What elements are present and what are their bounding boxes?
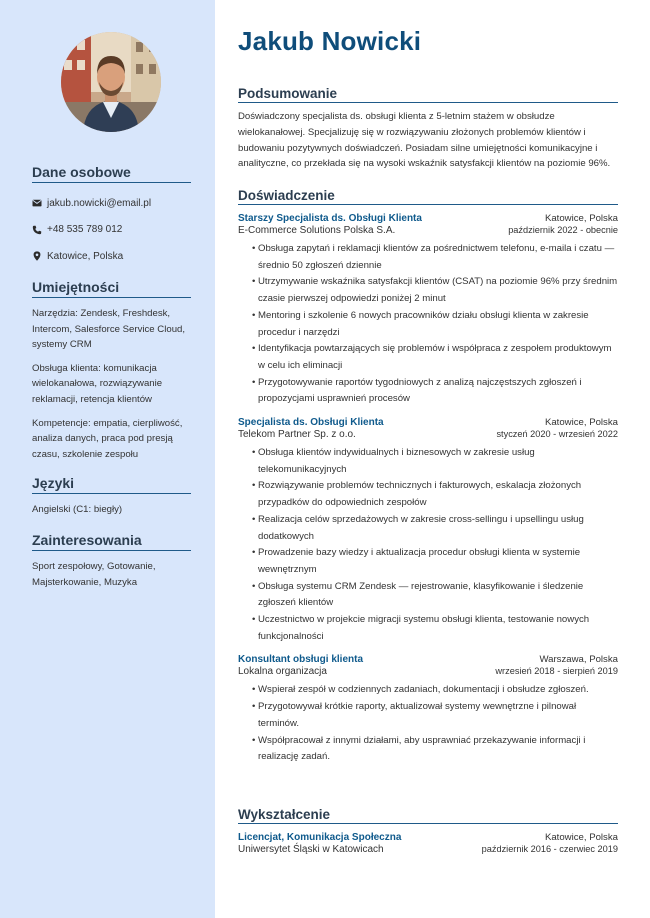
email-row <box>32 196 191 210</box>
job-entry <box>238 654 618 766</box>
personal-section <box>32 164 191 276</box>
education-title: Wykształcenie <box>238 807 618 824</box>
mail-icon <box>32 198 42 208</box>
skills-item: Obsługa klienta: komunikacja wielokanałowa, rozwiązywanie reklamacji, retencja klientów <box>32 362 163 405</box>
skills-section <box>32 279 191 470</box>
job-company: Lokalna organizacja <box>238 666 327 678</box>
education-degree: Licencjat, Komunikacja Społeczna <box>238 832 402 843</box>
education-location: Katowice, Polska <box>544 832 618 843</box>
interests-title: Zainteresowania <box>32 532 191 551</box>
job-bullet: • Obsługa zapytań i reklamacji klientów za pośrednictwem telefonu, e-maila i czatu — średnio 50 zgłoszeń dziennie <box>253 241 618 274</box>
job-bullet: • Identyfikacja powtarzających się problemów i współpraca z zespołem produktowym w celu ich eliminacji <box>253 341 618 374</box>
map-pin-icon <box>32 251 42 261</box>
email-text[interactable]: jakub.nowicki@email.pl <box>47 197 152 209</box>
job-bullet: • Utrzymywanie wskaźnika satysfakcji klientów (CSAT) na poziomie 96% przy średnim czasie pierwszej odpowiedzi poniżej 2 minut <box>253 274 618 307</box>
skills-title: Umiejętności <box>32 279 191 298</box>
job-bullet: • Obsługa klientów indywidualnych i biznesowych w zakresie usług telekomunikacyjnych <box>253 445 618 478</box>
avatar <box>61 32 161 132</box>
job-bullets <box>238 682 618 766</box>
candidate-name: Jakub Nowicki <box>238 26 422 56</box>
education-school: Uniwersytet Śląski w Katowicach <box>238 844 384 855</box>
job-bullet: • Realizacja celów sprzedażowych w zakresie cross-sellingu i upsellingu usług dodatkowych <box>253 512 618 545</box>
skills-item: Narzędzia: Zendesk, Freshdesk, Intercom, Salesforce Service Cloud, systemy CRM <box>32 308 186 351</box>
education-entry <box>238 832 618 855</box>
job-bullets <box>238 241 618 408</box>
summary-text: Doświadczony specjalista ds. obsługi klienta z 5-letnim stażem w obsłudze wielokanałowej. Specjalizuję się w rozwiązywaniu złożonych problemów klientów i budowaniu pozytywnych doświadczeń. Posiadam silne umiejętności komunikacyjne i analityczne, co przekłada się na wysoki wskaźnik satysfakcji klientów na poziomie 96%. <box>238 111 611 170</box>
job-bullet: • Rozwiązywanie problemów technicznych i fakturowych, eskalacja złożonych przypadków do odpowiednich zespołów <box>253 478 618 511</box>
interests-section <box>32 532 191 598</box>
education-section <box>238 807 618 855</box>
phone-text: +48 535 789 012 <box>47 224 123 235</box>
job-company: E-Commerce Solutions Polska S.A. <box>238 225 396 236</box>
job-company: Telekom Partner Sp. z o.o. <box>238 429 356 441</box>
job-location: Warszawa, Polska <box>539 654 618 666</box>
job-bullet: • Współpracował z innymi działami, aby usprawniać przekazywanie informacji i realizację zadań. <box>253 733 618 766</box>
summary-title: Podsumowanie <box>238 86 618 103</box>
personal-title: Dane osobowe <box>32 164 191 183</box>
job-entry <box>238 417 618 645</box>
location-row <box>32 249 191 263</box>
job-bullet: • Przygotowywanie raportów tygodniowych z analizą najczęstszych zgłoszeń i propozycjami usprawnień procesów <box>253 375 618 408</box>
job-location: Katowice, Polska <box>544 417 618 429</box>
job-dates: wrzesień 2018 - sierpień 2019 <box>495 666 618 677</box>
job-role: Specjalista ds. Obsługi Klienta <box>238 417 384 429</box>
languages-section <box>32 475 191 526</box>
summary-section <box>238 86 618 172</box>
education-dates: październik 2016 - czerwiec 2019 <box>481 844 618 854</box>
phone-icon <box>32 225 42 235</box>
job-entry <box>238 213 618 408</box>
job-bullets <box>238 445 618 645</box>
sidebar <box>0 0 215 918</box>
job-role: Starszy Specjalista ds. Obsługi Klienta <box>238 213 422 224</box>
phone-row <box>32 223 191 237</box>
languages-text: Angielski (C1: biegły) <box>32 504 123 515</box>
job-bullet: • Mentoring i szkolenie 6 nowych pracowników działu obsługi klienta w zakresie procedur i narzędzi <box>253 308 618 341</box>
interests-text: Sport zespołowy, Gotowanie, Majsterkowanie, Muzyka <box>32 561 156 588</box>
job-role: Konsultant obsługi klienta <box>238 654 364 666</box>
job-bullet: • Uczestnictwo w projekcie migracji systemu obsługi klienta, testowanie nowych funkcjonalności <box>253 612 618 645</box>
job-bullet: • Obsługa systemu CRM Zendesk — rejestrowanie, klasyfikowanie i śledzenie zgłoszeń klientów <box>253 579 618 612</box>
location-text: Katowice, Polska <box>47 250 124 262</box>
job-dates: październik 2022 - obecnie <box>508 225 618 235</box>
job-location: Katowice, Polska <box>544 213 618 224</box>
job-bullet: • Przygotowywał krótkie raporty, aktualizował systemy wewnętrzne i pilnował terminów. <box>253 699 618 732</box>
experience-title: Doświadczenie <box>238 188 618 205</box>
job-dates: styczeń 2020 - wrzesień 2022 <box>496 429 618 440</box>
experience-section <box>238 188 618 766</box>
job-bullet: • Wspierał zespół w codziennych zadaniach, dokumentacji i obsłudze zgłoszeń. <box>253 682 618 699</box>
languages-title: Języki <box>32 475 191 494</box>
job-bullet: • Prowadzenie bazy wiedzy i aktualizacja procedur obsługi klienta w systemie wewnętrznym <box>253 545 618 578</box>
skills-item: Kompetencje: empatia, cierpliwość, analiza danych, praca pod presją czasu, szkolenie zespołu <box>32 417 183 460</box>
